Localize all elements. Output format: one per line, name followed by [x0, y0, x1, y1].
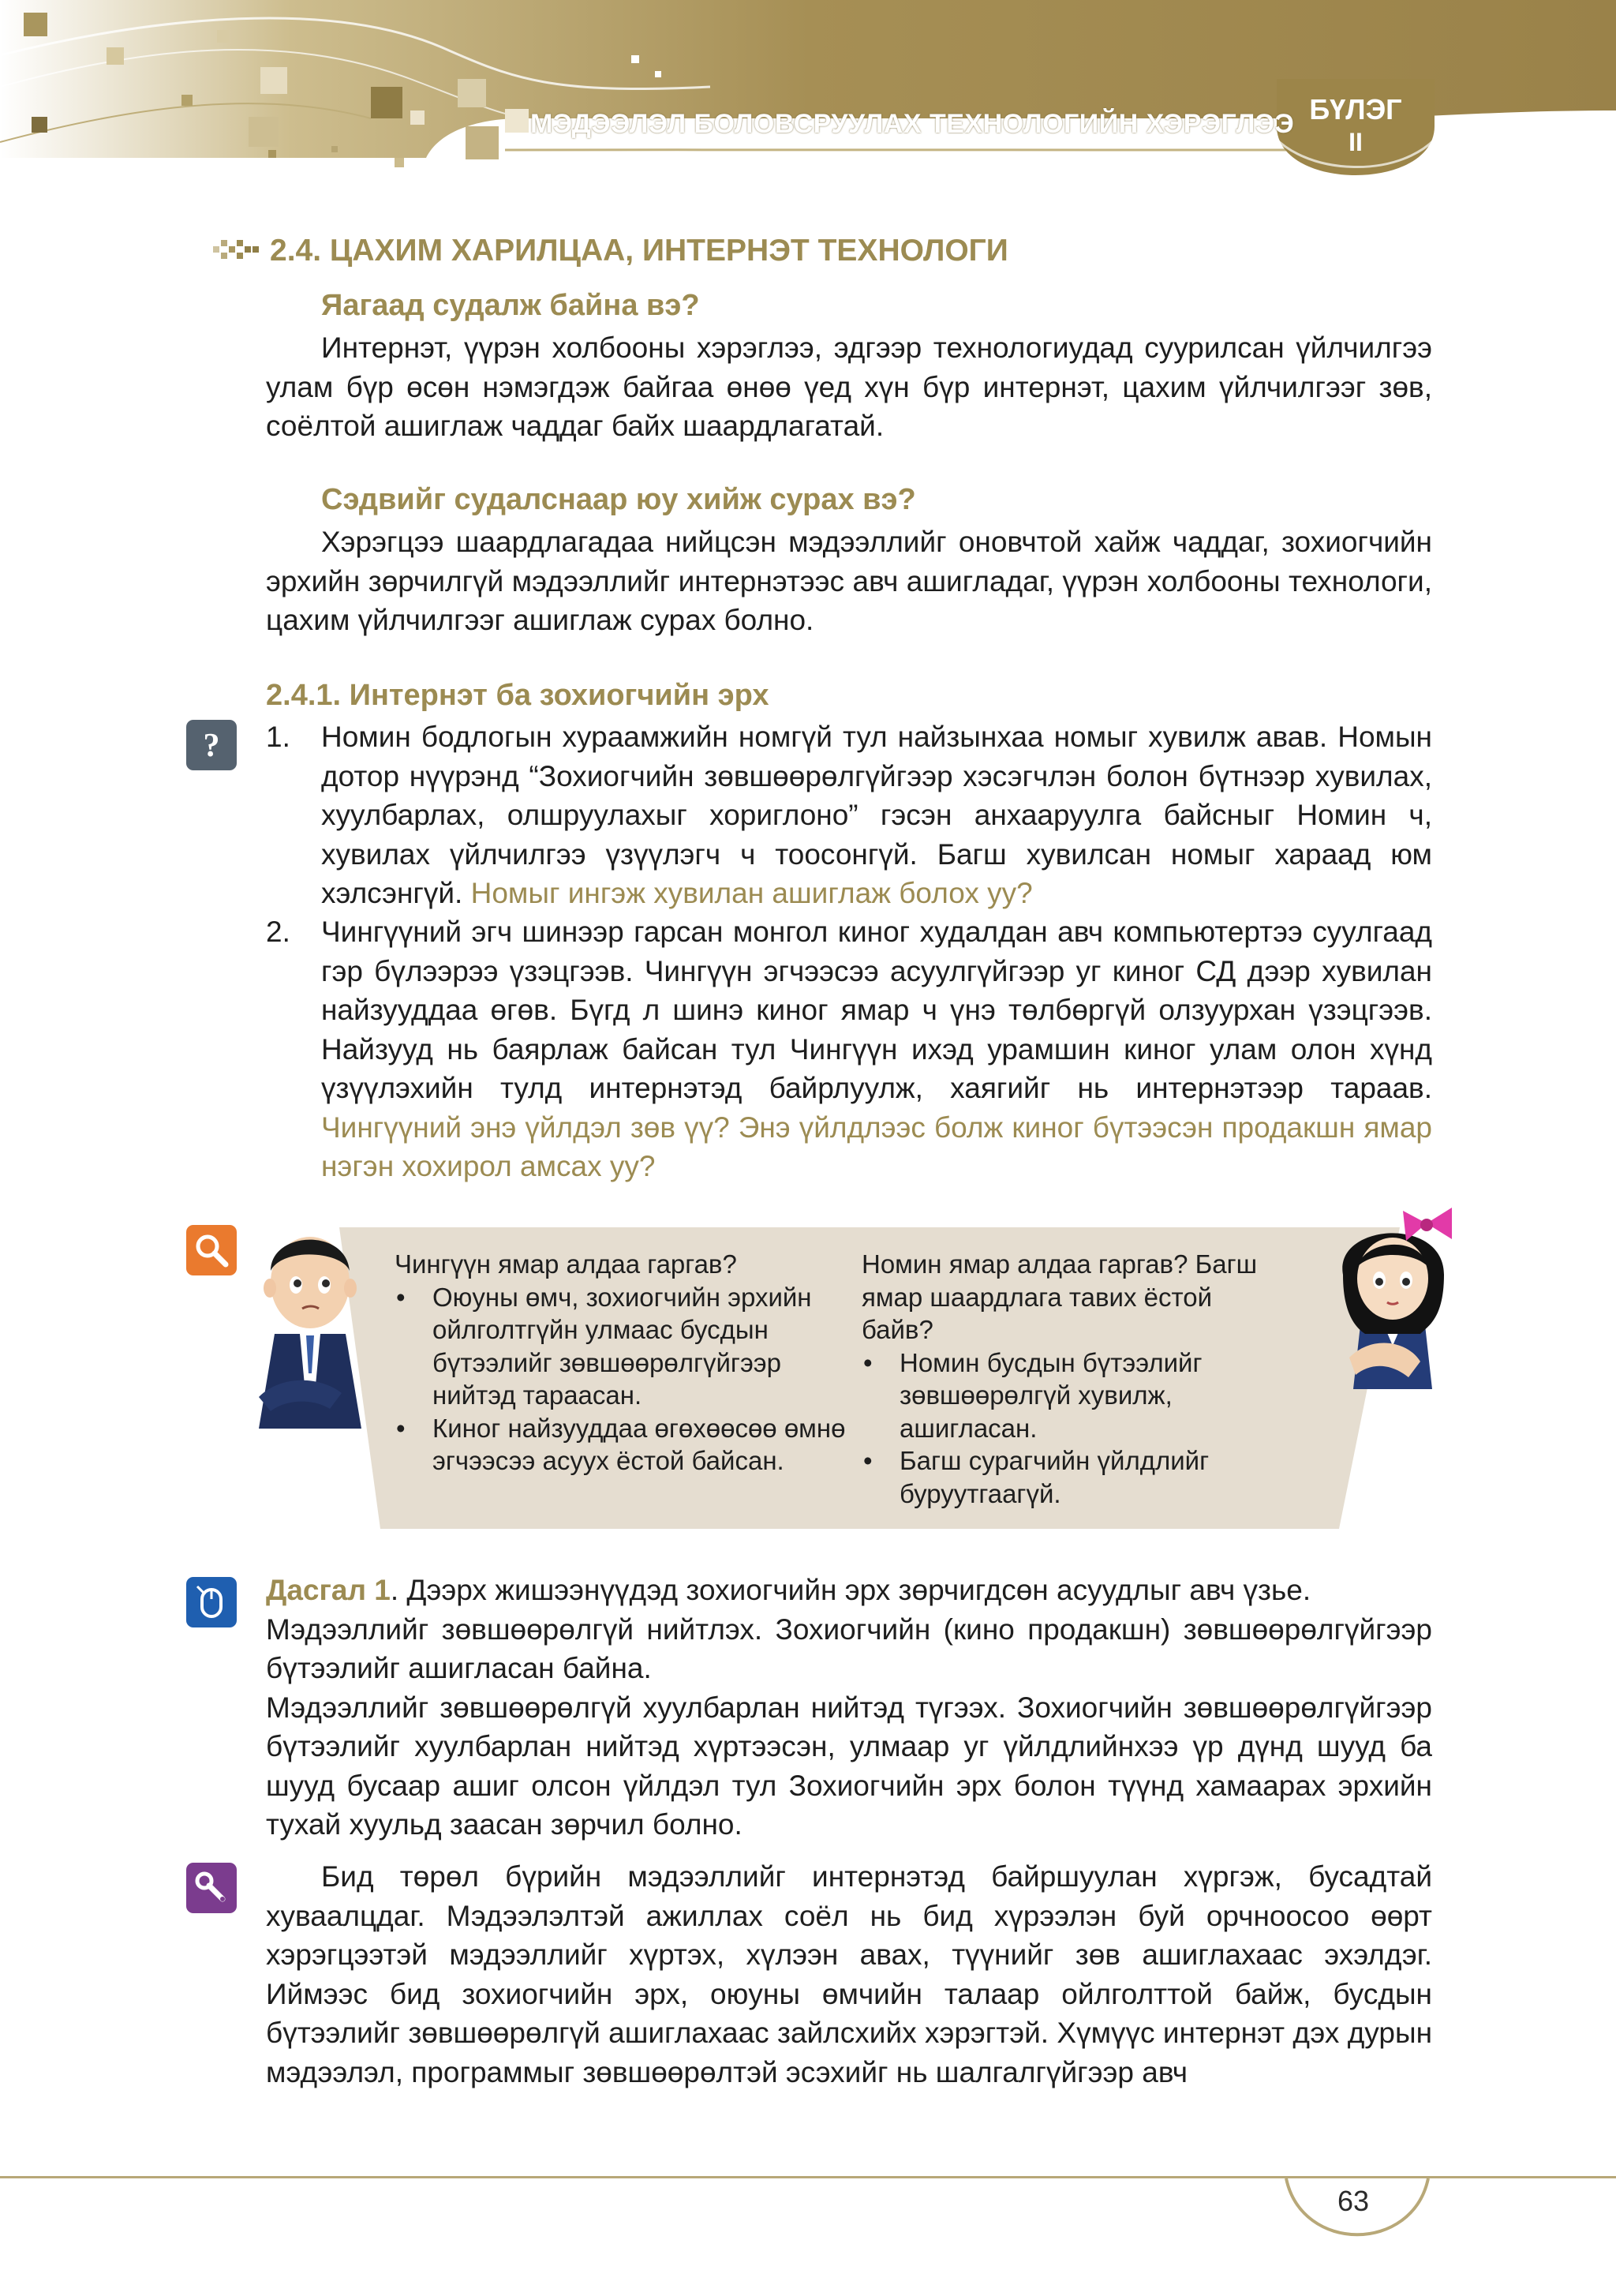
- list-item: [266, 912, 1432, 1186]
- learn-heading: Сэдвийг судалснаар юу хийж сурах вэ?: [321, 483, 916, 516]
- list-text: Чингүүний эгч шинээр гарсан монгол киног худалдан авч компьютертээ суулгаад гэр бүлээрээ үзэцгээв. Чингүүн эгчээсээ асуулгүйгээр уг киног СД дээр хувилан найзууддаа өгөв. Бүгд л шинэ киног ямар ч үнэ төлбөргүй олзуурхан үзэцгээв. Найзууд нь баярлаж байсан тул Чингүүн ихэд урамшин киног улам олон хүнд үзүүлэхийн тулд интернэтэд байрлуулж, хаягийг нь интернэтээр тараав.: [321, 916, 1432, 1104]
- why-heading: Яагаад судалж байна вэ?: [321, 289, 700, 322]
- right-point: • Багш сурагчийн үйлдлийг буруутгаагүй.: [862, 1444, 1288, 1510]
- mouse-icon: [186, 1577, 237, 1627]
- page-header: [0, 0, 1616, 197]
- left-point: • Оюуны өмч, зохиогчийн эрхийн ойлголтгүйн улмаас бусдын бүтээлийг зөвшөөрөлгүйгээр нийтэд тараасан.: [395, 1281, 848, 1412]
- chapter-number: II: [1349, 128, 1363, 156]
- left-point: • Киног найзууддаа өгөхөөсөө өмнө эгчээсээ асуух ёстой байсан.: [395, 1412, 848, 1478]
- list-question: Номыг ингэж хувилан ашиглаж болох уу?: [470, 877, 1033, 909]
- left-column: [395, 1248, 848, 1478]
- exercise-paragraph: Мэдээллийг зөвшөөрөлгүй хуулбарлан нийтэд түгээх. Зохиогчийн зөвшөөрөлгүйгээр бүтээлийг хуулбарлан нийтэд хүртээсэн, улмаар уг үйлдлийнхээ үр дүнд шууд ба шууд бусаар ашиг олсон үйлдэл тул Зохиогчийн эрх болон түүнд хамаарах эрхийн тухай хуульд заасан зөрчил болно.: [266, 1691, 1432, 1841]
- discussion-panel: [325, 1227, 1412, 1529]
- wrench-icon: [186, 1863, 237, 1913]
- girl-character-illustration: [1334, 1200, 1468, 1389]
- section-title: 2.4. ЦАХИМ ХАРИЛЦАА, ИНТЕРНЭТ ТЕХНОЛОГИ: [270, 234, 1008, 268]
- checker-pattern-icon: [213, 235, 262, 267]
- page-number: 63: [1337, 2185, 1370, 2217]
- section-heading: [213, 234, 1008, 268]
- closing-text: Бид төрөл бүрийн мэдээллийг интернэтэд байршуулан хүргэж, бусадтай хуваалцдаг. Мэдээлэлтэй ажиллах соёл нь бид хүрээлэн буй орчноосоо өөрт хэрэгцээтэй мэдээллийг хүртэх, хүлээн авах, түүнийг зөв ашиглахаас эхэлдэг. Иймээс бид зохиогчийн эрх, оюуны өмчийн талаар ойлголттой байж, бусдын бүтээлийг зөвшөөрөлгүй ашиглахаас зайлсхийх хэрэгтэй. Хүмүүс интернэт дэх дурын мэдээлэл, программыг зөвшөөрөлтэй эсэхийг нь шалгалгүйгээр авч: [266, 1860, 1432, 2088]
- list-number: 1.: [266, 721, 290, 753]
- exercise-label: Дасгал 1: [266, 1574, 391, 1606]
- list-question: Чингүүний энэ үйлдэл зөв үү? Энэ үйлдлээс болж киног бүтээсэн продакшн ямар нэгэн хохирол амсах уу?: [321, 1111, 1432, 1182]
- exercise-paragraph: Мэдээллийг зөвшөөрөлгүй нийтлэх. Зохиогчийн (кино продакшн) зөвшөөрөлгүйгээр бүтээлийг ашигласан байна.: [266, 1612, 1432, 1684]
- left-question: Чингүүн ямар алдаа гаргав?: [395, 1249, 737, 1279]
- exercise-block: [266, 1571, 1432, 1845]
- magnifier-icon: [186, 1225, 237, 1275]
- list-item: [266, 717, 1432, 913]
- list-number: 2.: [266, 916, 290, 948]
- question-mark-icon: [186, 720, 237, 770]
- why-text: Интернэт, үүрэн холбооны хэрэглээ, эдгээр технологиудад суурилсан үйлчилгээ улам бүр өсөн нэмэгдэж байгаа өнөө үед хүн бүр интернэт, цахим үйлчилгээг зөв, соёлтой ашиглаж чаддаг байх шаардлагатай.: [266, 331, 1432, 442]
- right-point: • Номин бусдын бүтээлийг зөвшөөрөлгүй хувилж, ашигласан.: [862, 1347, 1288, 1445]
- chapter-label: БҮЛЭГ: [1309, 93, 1402, 125]
- right-question: Номин ямар алдаа гаргав? Багш ямар шаардлага тавих ёстой байв?: [862, 1249, 1258, 1344]
- right-column: [862, 1248, 1288, 1510]
- list-text: Номин бодлогын хураамжийн номгүй тул найзынхаа номыг хувилж авав. Номын дотор нүүрэнд “Зохиогчийн зөвшөөрөлгүйгээр хэсэгчлэн болон бүтнээр хувилах, хуулбарлах, олшруулахыг хориглоно” гэсэн анхааруулга байсныг Номин ч, хувилах үйлчилгээ үзүүлэгч ч тоосонгүй. Багш хувилсан номыг хараад юм хэлсэнгүй.: [321, 721, 1432, 909]
- learn-text: Хэрэгцээ шаардлагадаа нийцсэн мэдээллийг оновчтой хайж чаддаг, зохиогчийн эрхийн зөрчилгүй мэдээллийг интернэтээс авч ашигладаг, үүрэн холбооны технологи, цахим үйлчилгээг ашиглаж сурах болно.: [266, 526, 1432, 636]
- header-title: МЭДЭЭЛЭЛ БОЛОВСРУУЛАХ ТЕХНОЛОГИЙН ХЭРЭГЛЭЭ: [530, 109, 1295, 139]
- boy-character-illustration: [251, 1215, 369, 1429]
- subsection-title: 2.4.1. Интернэт ба зохиогчийн эрх: [266, 679, 769, 712]
- exercise-intro: . Дээрх жишээнүүдэд зохиогчийн эрх зөрчигдсөн асуудлыг авч үзье.: [390, 1574, 1311, 1606]
- svg-text:?: ?: [203, 728, 220, 764]
